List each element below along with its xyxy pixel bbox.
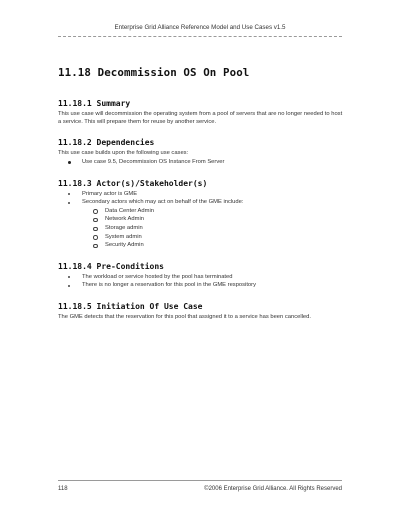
footer-divider xyxy=(58,480,342,481)
initiation-text: The GME detects that the reservation for this pool that assigned it to a service has been cancelled. xyxy=(58,313,311,320)
initiation-section xyxy=(58,302,344,321)
page-content xyxy=(58,66,344,333)
dependencies-text: This use case builds upon the following use cases: xyxy=(58,150,189,156)
actors-heading: 11.18.3 Actor(s)/Stakeholder(s) xyxy=(58,178,208,188)
copyright-notice: ©2006 Enterprise Grid Alliance. All Rights Reserved xyxy=(204,486,342,492)
actor-subitem: Data Center Admin xyxy=(58,207,344,216)
actor-subitem: System admin xyxy=(58,233,344,242)
actor-item: Secondary actors which may act on behalf of the GME include: xyxy=(58,198,344,207)
actors-section xyxy=(58,179,344,250)
preconditions-list xyxy=(58,273,344,290)
preconditions-section xyxy=(58,262,344,290)
preconditions-heading: 11.18.4 Pre-Conditions xyxy=(58,261,164,271)
initiation-heading: 11.18.5 Initiation Of Use Case xyxy=(58,301,203,311)
page-number: 118 xyxy=(58,486,68,492)
section-title: 11.18 Decommission OS On Pool xyxy=(58,66,250,79)
actor-subitem: Storage admin xyxy=(58,224,344,233)
summary-text: This use case will decommission the operating system from a pool of servers that are no longer needed to host a service. This will prepare them for reuse by another service. xyxy=(58,111,343,125)
summary-section xyxy=(58,99,344,126)
actor-item: Primary actor is GME xyxy=(58,190,344,199)
header-divider xyxy=(58,36,342,37)
precondition-item: There is no longer a reservation for this pool in the GME respository xyxy=(58,281,344,290)
dependencies-section xyxy=(58,138,344,167)
precondition-item: The workload or service hosted by the pool has terminated xyxy=(58,273,344,282)
summary-heading: 11.18.1 Summary xyxy=(58,99,131,108)
running-header: Enterprise Grid Alliance Reference Model and Use Cases v1.5 xyxy=(114,24,286,31)
dependencies-heading: 11.18.2 Dependencies xyxy=(58,138,155,147)
actor-subitem: Network Admin xyxy=(58,215,344,224)
actors-list xyxy=(58,190,344,250)
actor-subitem: Security Admin xyxy=(58,241,344,250)
dependency-item: Use case 9.5, Decommission OS Instance From Server xyxy=(58,158,344,167)
dependencies-list xyxy=(58,158,344,167)
